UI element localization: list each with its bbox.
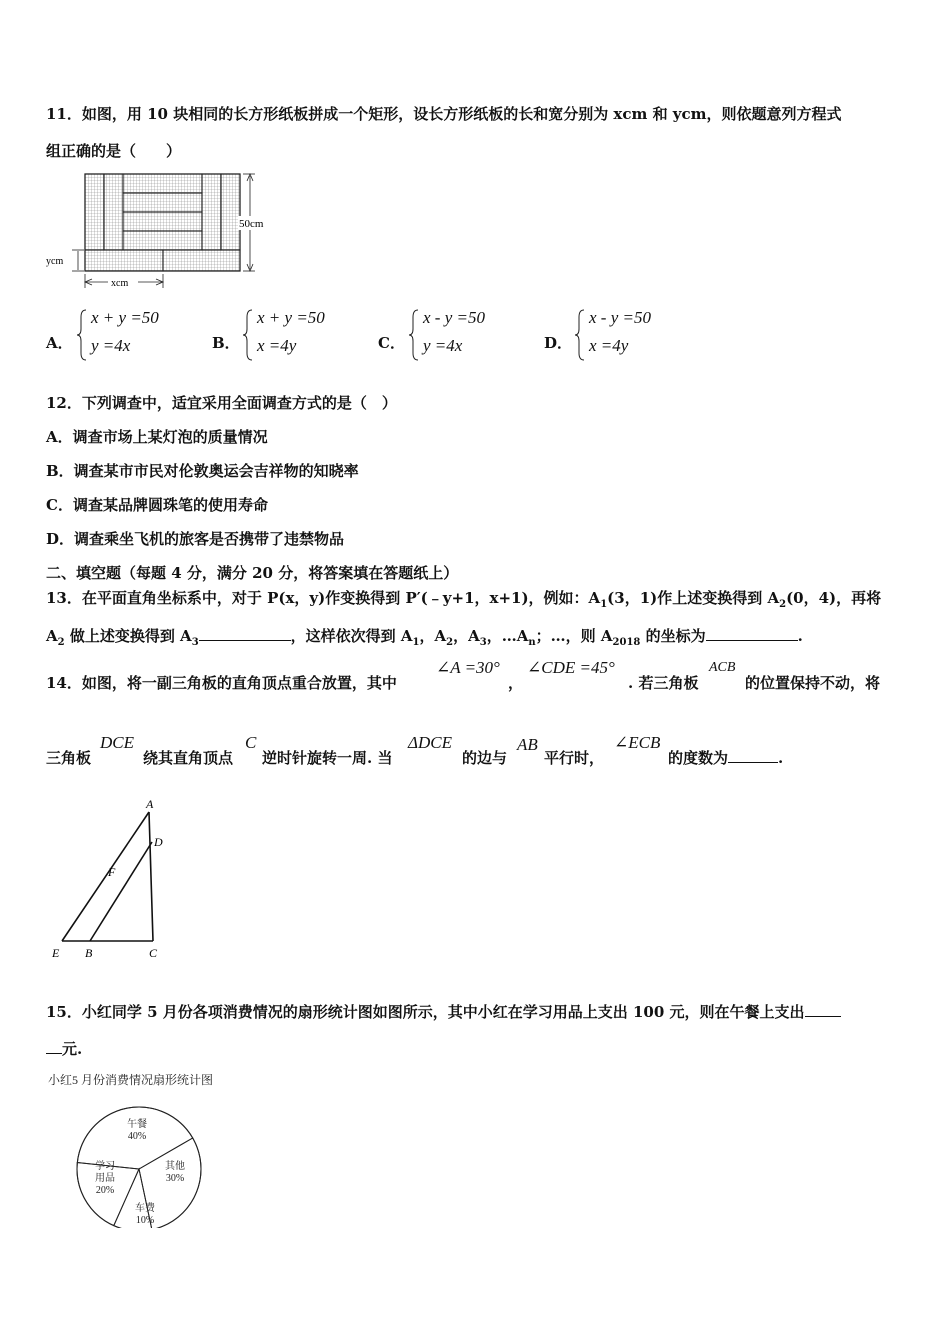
brace-icon: [242, 308, 254, 362]
pie-label-3-1: 用品: [95, 1173, 115, 1184]
brace-icon: [408, 308, 420, 362]
q14-label-a: A: [146, 797, 154, 811]
pie-label-1-1: 30%: [165, 1173, 185, 1184]
q14-triangle-dce: ΔDCE: [408, 733, 452, 752]
q15-line1: [46, 1001, 841, 1022]
q11-width-label: xcm: [111, 278, 129, 289]
q13-l2-text2: 做上述变换得到 A: [64, 627, 192, 645]
q13-l1-text3: (0，4)，再将: [786, 589, 882, 607]
q11-option-d-label: D．: [544, 334, 573, 352]
q14-answer-blank[interactable]: [728, 748, 778, 763]
q13-l2-text8: 的坐标为: [640, 627, 706, 645]
q13-l2-text3: ，这样依次得到 A: [290, 627, 413, 645]
q13-l1-text1: 13．在平面直角坐标系中，对于 P(x，y)作变换得到 P′(﹣y+1，x+1)，例如：A: [46, 589, 601, 607]
pie-label-3-2: 20%: [95, 1185, 115, 1196]
q12-option-c[interactable]: C．调查某品牌圆珠笔的使用寿命: [46, 496, 268, 514]
q11-stem-line2: 组正确的是（ ）: [46, 142, 182, 160]
q11-option-a-eq2: y =4x: [91, 336, 131, 355]
q14-edge-ae: [62, 812, 149, 941]
q13-l2-text7: ；…，则 A: [535, 627, 613, 645]
q14-t5: 三角板: [46, 749, 92, 767]
q15-line1-text: 15．小红同学 5 月份各项消费情况的扇形统计图如图所示，其中小红在学习用品上支出 100 元，则在午餐上支出: [46, 1003, 805, 1021]
q13-answer-blank-2[interactable]: [706, 626, 798, 641]
q15-pie-chart: [40, 1068, 240, 1228]
q11-height-label: 50cm: [239, 218, 264, 230]
q14-edge-ac: [149, 812, 153, 941]
q14-angle-ecb: ∠ECB: [614, 733, 661, 752]
pie-label-2-1: 10%: [135, 1215, 155, 1226]
pie-group: [77, 1107, 201, 1228]
q11-option-d-eq1: x - y =50: [589, 308, 651, 327]
pie-label-0-1: 40%: [127, 1131, 147, 1142]
q14-label-c: C: [149, 946, 158, 960]
q12-option-d[interactable]: D．调查乘坐飞机的旅客是否携带了违禁物品: [46, 530, 345, 548]
q13-l2-sub3: 1: [412, 637, 420, 648]
q14-label-e: E: [52, 946, 60, 960]
q13-l2-sub6: n: [528, 637, 536, 648]
q13-l2-text1: A: [46, 627, 58, 645]
q11-option-c-eq2: y =4x: [423, 336, 463, 355]
q14-label-b: B: [85, 946, 93, 960]
q14-t9: 平行时，: [544, 749, 605, 767]
q13-line2: [46, 625, 803, 648]
q12-stem: 12．下列调查中，适宜采用全面调查方式的是（ ）: [46, 394, 397, 412]
q14-t3: . 若三角板: [628, 674, 699, 692]
q11-stem-line1: 11．如图，用 10 块相同的长方形纸板拼成一个矩形，设长方形纸板的长和宽分别为 xcm 和 ycm，则依题意列方程式: [46, 105, 842, 123]
q13-l1-sub1: 1: [600, 599, 608, 610]
q11-option-a-eq1: x + y =50: [91, 308, 159, 327]
q11-figure: [40, 168, 280, 293]
pie-label-1-0: 其他: [165, 1161, 185, 1172]
q14-acb: ACB: [709, 660, 736, 675]
q13-l2-sub5: 3: [479, 637, 487, 648]
q14-t10: [668, 747, 783, 768]
q14-dce: DCE: [100, 733, 134, 752]
pie-label-3-0: 学习: [95, 1161, 115, 1172]
q14-figure: [45, 795, 180, 965]
q13-l2-sub2: 3: [191, 637, 199, 648]
q14-edge-db: [90, 842, 152, 941]
q13-l2-sub7: 2018: [612, 637, 641, 648]
q14-t8: 的边与: [462, 749, 508, 767]
q11-option-a-label: A．: [46, 334, 73, 352]
q12-option-a[interactable]: A．调查市场上某灯泡的质量情况: [46, 428, 268, 446]
q11-option-c-label: C．: [378, 334, 405, 352]
q11-option-b-label: B．: [212, 334, 240, 352]
q14-t4: 的位置保持不动，将: [745, 674, 881, 692]
q15-answer-blank-b[interactable]: [46, 1039, 62, 1054]
q11-option-b-eq1: x + y =50: [257, 308, 325, 327]
q15-line2: [46, 1038, 82, 1059]
q15-answer-blank-a[interactable]: [805, 1002, 841, 1017]
q14-ab: AB: [517, 735, 538, 754]
q14-angle-a: ∠A =30°: [436, 658, 500, 677]
q13-l2-sub4: 2: [446, 637, 454, 648]
brace-icon: [574, 308, 586, 362]
chart-title: 小红5 月份消费情况扇形统计图: [48, 1073, 214, 1087]
q11-option-d-eq2: x =4y: [589, 336, 629, 355]
q14-label-d: D: [154, 835, 163, 849]
q13-answer-blank-1[interactable]: [199, 626, 291, 641]
q14-t11: .: [778, 749, 784, 767]
q14-label-f: F: [108, 865, 116, 879]
brace-icon: [76, 308, 88, 362]
q13-line1: [46, 587, 881, 610]
q14-c: C: [245, 733, 257, 752]
q11-option-c-eq1: x - y =50: [423, 308, 485, 327]
q14-angle-cde: ∠CDE =45°: [527, 658, 615, 677]
q14-t7: 逆时针旋转一周. 当: [262, 749, 393, 767]
q14-t10-text: 的度数为: [668, 749, 729, 767]
q11-option-b-eq2: x =4y: [257, 336, 297, 355]
q13-l2-text4: ，A: [419, 627, 447, 645]
q14-t6: 绕其直角顶点: [143, 749, 234, 767]
q13-l2-end: .: [797, 627, 803, 645]
q15-line2-end: 元.: [62, 1040, 83, 1058]
q14-t2: ，: [508, 674, 524, 692]
q13-l2-text6: ，…A: [486, 627, 529, 645]
q13-l1-sub2: 2: [779, 599, 787, 610]
q11-small-label: ycm: [46, 256, 64, 267]
pie-label-0-0: 午餐: [127, 1119, 147, 1130]
q13-l2-sub1: 2: [57, 637, 65, 648]
q12-option-b[interactable]: B．调查某市市民对伦敦奥运会吉祥物的知晓率: [46, 462, 359, 480]
section-heading: 二、填空题（每题 4 分，满分 20 分，将答案填在答题纸上）: [46, 564, 459, 582]
q14-t1: 14．如图，将一副三角板的直角顶点重合放置，其中: [46, 674, 397, 692]
q13-l2-text5: ，A: [453, 627, 480, 645]
q13-l1-text2: (3，1)作上述变换得到 A: [607, 589, 780, 607]
pie-label-2-0: 车费: [135, 1203, 155, 1214]
